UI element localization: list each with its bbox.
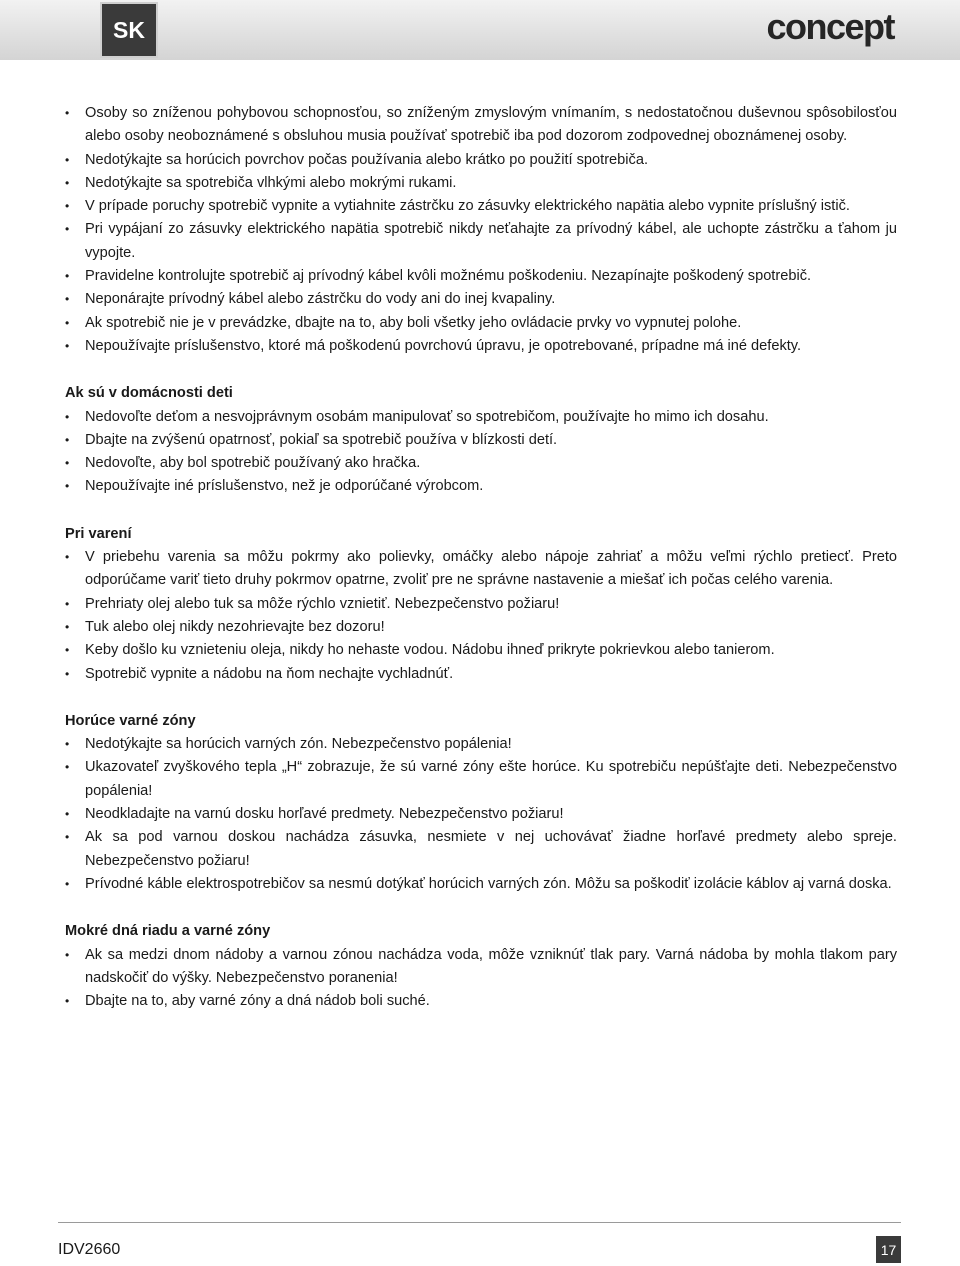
list-item: • Ak spotrebič nie je v prevádzke, dbajte na to, aby boli všetky jeho ovládacie prvky vo vypnutej polohe. <box>65 312 897 335</box>
list-item: • Ukazovateľ zvyškového tepla „H“ zobrazuje, že sú varné zóny ešte horúce. Ku spotrebiču nepúšťajte deti. Nebezpečenstvo popálenia! <box>65 756 897 803</box>
list-item: • Keby došlo ku vznieteniu oleja, nikdy ho nehaste vodou. Nádobu ihneď prikryte pokrievkou alebo tanierom. <box>65 639 897 662</box>
wet-bottoms-list <box>65 944 897 1014</box>
section-hot-zones <box>65 710 897 896</box>
list-item: • V priebehu varenia sa môžu pokrmy ako polievky, omáčky alebo nápoje zahriať a môžu veľmi rýchlo pretiecť. Preto odporúčame variť tieto druhy pokrmov opatrne, zvoliť pre ne správne nastavenie a miešať ich počas celého varenia. <box>65 546 897 593</box>
section-title: Pri varení <box>65 525 132 542</box>
list-item: • Dbajte na to, aby varné zóny a dná nádob boli suché. <box>65 990 897 1013</box>
list-item: • Nedovoľte deťom a nesvojprávnym osobám manipulovať so spotrebičom, používajte ho mimo ich dosahu. <box>65 406 897 429</box>
children-list <box>65 406 897 499</box>
section-children <box>65 382 897 498</box>
section-wet-bottoms <box>65 920 897 1013</box>
page-number: 17 <box>876 1236 901 1263</box>
section-title: Horúce varné zóny <box>65 712 196 729</box>
list-item: • Tuk alebo olej nikdy nezohrievajte bez dozoru! <box>65 616 897 639</box>
list-item: • Nedotýkajte sa spotrebiča vlhkými alebo mokrými rukami. <box>65 172 897 195</box>
cooking-list <box>65 546 897 686</box>
list-item: • Neponárajte prívodný kábel alebo zástrčku do vody ani do inej kvapaliny. <box>65 288 897 311</box>
language-badge: SK <box>102 4 156 56</box>
list-item: • Dbajte na zvýšenú opatrnosť, pokiaľ sa spotrebič používa v blízkosti detí. <box>65 429 897 452</box>
intro-list <box>65 102 897 358</box>
list-item: • Pravidelne kontrolujte spotrebič aj prívodný kábel kvôli možnému poškodeniu. Nezapínajte poškodený spotrebič. <box>65 265 897 288</box>
list-item: • Prehriaty olej alebo tuk sa môže rýchlo vznietiť. Nebezpečenstvo požiaru! <box>65 593 897 616</box>
list-item: • Osoby so zníženou pohybovou schopnosťou, so zníženým zmyslovým vnímaním, s nedostatočnou duševnou spôsobilosťou alebo osoby neoboznámené s obsluhou musia používať spotrebič iba pod dozorom zodpovednej oboznámenej osoby. <box>65 102 897 149</box>
section-cooking <box>65 523 897 686</box>
list-item: • Neodkladajte na varnú dosku horľavé predmety. Nebezpečenstvo požiaru! <box>65 803 897 826</box>
list-item: • Nedovoľte, aby bol spotrebič používaný ako hračka. <box>65 452 897 475</box>
footer-divider <box>58 1222 901 1223</box>
model-number: IDV2660 <box>58 1241 121 1258</box>
list-item: • Prívodné káble elektrospotrebičov sa nesmú dotýkať horúcich varných zón. Môžu sa poškodiť izolácie káblov aj varná doska. <box>65 873 897 896</box>
section-title: Mokré dná riadu a varné zóny <box>65 923 271 940</box>
brand-logo: concept <box>766 6 894 47</box>
list-item: • Ak sa medzi dnom nádoby a varnou zónou nachádza voda, môže vzniknúť tlak pary. Varná nádoba by mohla tlakom pary nadskočiť do výšky. Nebezpečenstvo poranenia! <box>65 944 897 991</box>
list-item: • V prípade poruchy spotrebič vypnite a vytiahnite zástrčku zo zásuvky elektrického napätia alebo vypnite príslušný istič. <box>65 195 897 218</box>
list-item: • Nepoužívajte iné príslušenstvo, než je odporúčané výrobcom. <box>65 475 897 498</box>
section-title: Ak sú v domácnosti deti <box>65 385 233 402</box>
list-item: • Nedotýkajte sa horúcich varných zón. Nebezpečenstvo popálenia! <box>65 733 897 756</box>
list-item: • Nedotýkajte sa horúcich povrchov počas používania alebo krátko po použití spotrebiča. <box>65 149 897 172</box>
list-item: • Spotrebič vypnite a nádobu na ňom nechajte vychladnúť. <box>65 663 897 686</box>
list-item: • Nepoužívajte príslušenstvo, ktoré má poškodenú povrchovú úpravu, je opotrebované, prípadne má iné defekty. <box>65 335 897 358</box>
list-item: • Ak sa pod varnou doskou nachádza zásuvka, nesmiete v nej uchovávať žiadne horľavé predmety alebo spreje. Nebezpečenstvo požiaru! <box>65 826 897 873</box>
page-content <box>65 102 897 1013</box>
list-item: • Pri vypájaní zo zásuvky elektrického napätia spotrebič nikdy neťahajte za prívodný kábel, ale uchopte zástrčku a ťahom ju vypojte. <box>65 218 897 265</box>
hot-zones-list <box>65 733 897 896</box>
